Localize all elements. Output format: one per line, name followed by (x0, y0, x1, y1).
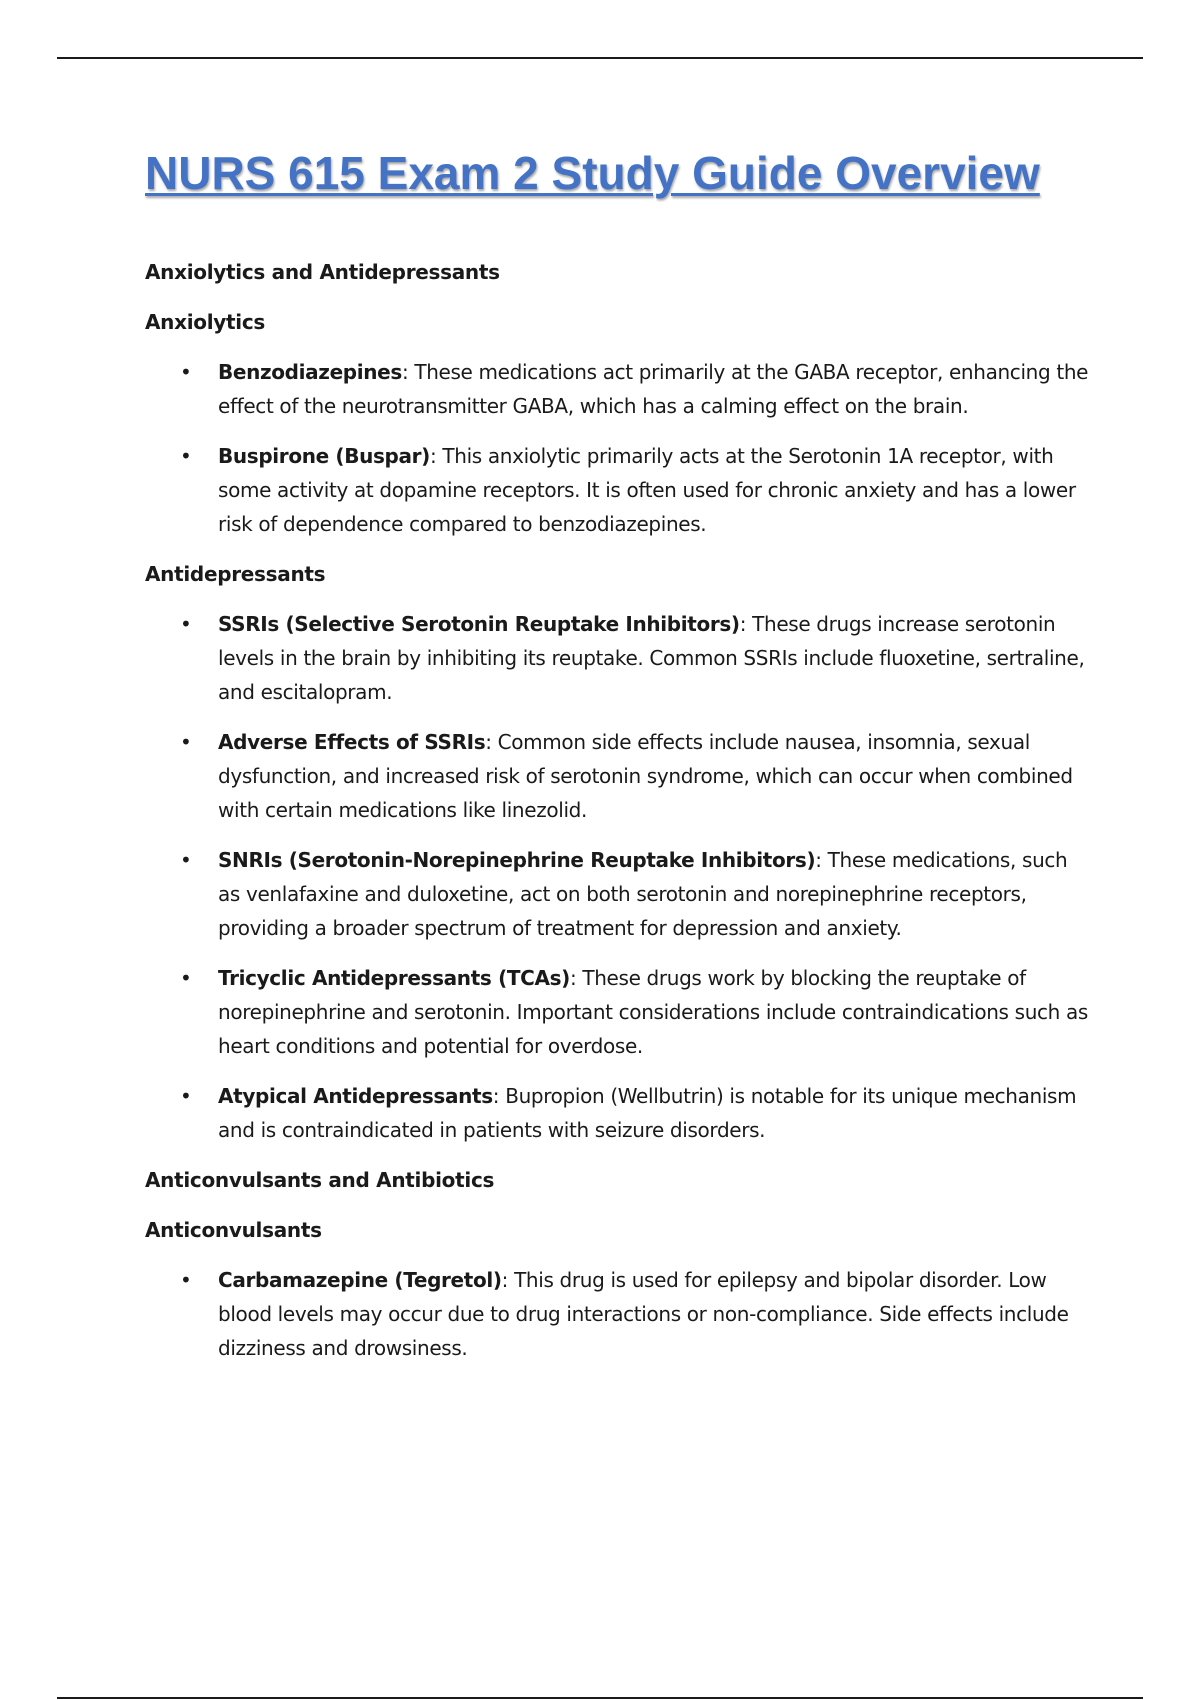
bullet-list (145, 355, 1095, 541)
item-text: : Bupropion (Wellbutrin) is notable for its unique mechanism and is contraindicated in patients with seizure disorders. (218, 1084, 1077, 1142)
item-text: : This anxiolytic primarily acts at the Serotonin 1A receptor, with some activity at dopamine receptors. It is often used for chronic anxiety and has a lower risk of dependence compared to benzodiazepines. (218, 444, 1076, 536)
item-term: SSRIs (Selective Serotonin Reuptake Inhibitors) (218, 612, 740, 636)
item-term: Buspirone (Buspar) (218, 444, 430, 468)
bullet-icon: • (180, 848, 192, 872)
list-item (145, 439, 1095, 541)
list-item (145, 1263, 1095, 1365)
section-heading: Anxiolytics and Antidepressants (145, 260, 500, 284)
subsection-heading: Anticonvulsants (145, 1218, 322, 1242)
list-item (145, 961, 1095, 1063)
list-item (145, 725, 1095, 827)
item-term: Carbamazepine (Tegretol) (218, 1268, 502, 1292)
item-text: : Common side effects include nausea, insomnia, sexual dysfunction, and increased risk of serotonin syndrome, which can occur when combined with certain medications like linezolid. (218, 730, 1073, 822)
bullet-icon: • (180, 1084, 192, 1108)
item-text: : These medications, such as venlafaxine and duloxetine, act on both serotonin and norepinephrine receptors, providing a broader spectrum of treatment for depression and anxiety. (218, 848, 1068, 940)
subsection-heading: Antidepressants (145, 562, 326, 586)
list-item (145, 1079, 1095, 1147)
bullet-icon: • (180, 730, 192, 754)
bullet-icon: • (180, 360, 192, 384)
item-term: Atypical Antidepressants (218, 1084, 493, 1108)
list-item (145, 355, 1095, 423)
document-body (145, 255, 1095, 1381)
page-title: NURS 615 Exam 2 Study Guide Overview (145, 147, 1040, 199)
bullet-list (145, 1263, 1095, 1365)
list-item (145, 607, 1095, 709)
item-text: : This drug is used for epilepsy and bipolar disorder. Low blood levels may occur due to drug interactions or non-compliance. Side effects include dizziness and drowsiness. (218, 1268, 1069, 1360)
item-term: Benzodiazepines (218, 360, 402, 384)
section-heading: Anticonvulsants and Antibiotics (145, 1168, 495, 1192)
bullet-icon: • (180, 612, 192, 636)
item-term: Adverse Effects of SSRIs (218, 730, 486, 754)
page-bottom-rule (57, 1697, 1143, 1699)
bullet-icon: • (180, 966, 192, 990)
page-top-rule (57, 57, 1143, 59)
item-text: : These drugs increase serotonin levels in the brain by inhibiting its reuptake. Common SSRIs include fluoxetine, sertraline, and escitalopram. (218, 612, 1085, 704)
item-text: : These drugs work by blocking the reuptake of norepinephrine and serotonin. Important considerations include contraindications such as heart conditions and potential for overdose. (218, 966, 1088, 1058)
item-term: SNRIs (Serotonin-Norepinephrine Reuptake Inhibitors) (218, 848, 816, 872)
item-term: Tricyclic Antidepressants (TCAs) (218, 966, 570, 990)
bullet-icon: • (180, 1268, 192, 1292)
subsection-heading: Anxiolytics (145, 310, 265, 334)
item-text: : These medications act primarily at the GABA receptor, enhancing the effect of the neurotransmitter GABA, which has a calming effect on the brain. (218, 360, 1089, 418)
list-item (145, 843, 1095, 945)
bullet-icon: • (180, 444, 192, 468)
bullet-list (145, 607, 1095, 1147)
